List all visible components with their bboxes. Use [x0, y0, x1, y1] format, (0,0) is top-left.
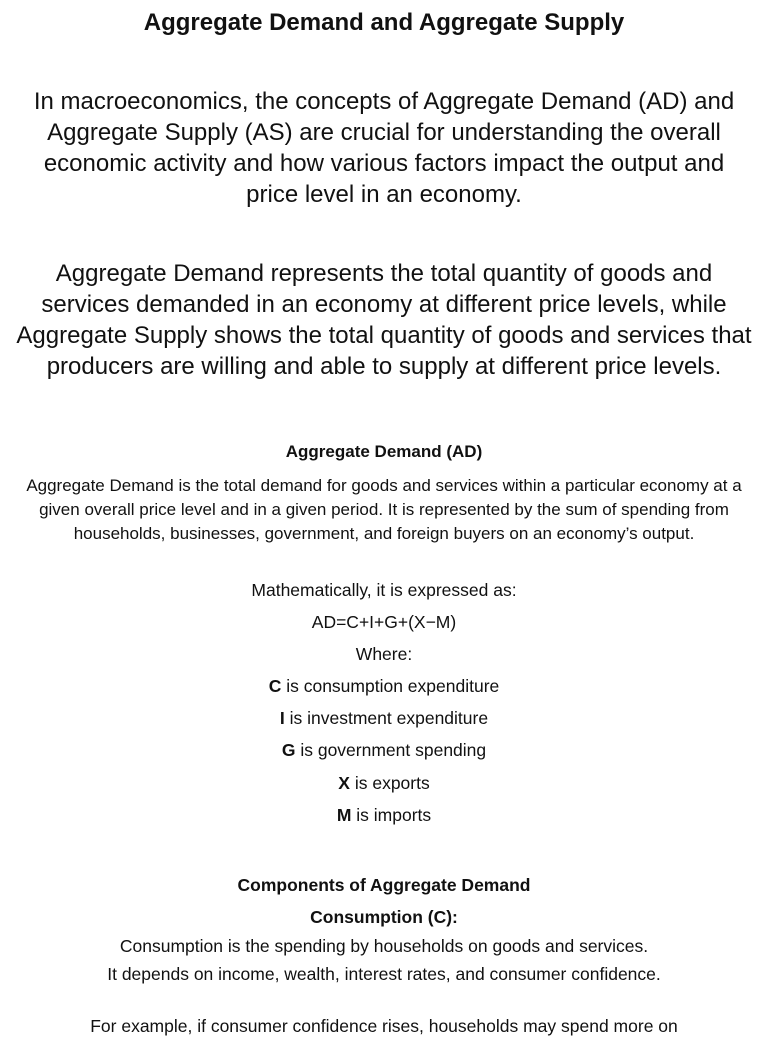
- definition-text: is imports: [351, 805, 432, 825]
- math-intro-text: Mathematically, it is expressed as:: [251, 580, 517, 600]
- components-heading: Components of Aggregate Demand: [237, 875, 531, 895]
- definition-text: is exports: [349, 773, 430, 793]
- consumption-line-2: It depends on income, wealth, interest rates, and consumer confidence.: [107, 964, 661, 984]
- ad-section-heading: Aggregate Demand (AD): [285, 442, 483, 461]
- ad-formula: AD=C+I+G+(X−M): [311, 612, 457, 632]
- definition-text: is consumption expenditure: [281, 676, 500, 696]
- definition-text: is investment expenditure: [284, 708, 489, 728]
- cut-off-line: For example, if consumer confidence rises, households may spend more on: [90, 1016, 678, 1036]
- definition-term: C: [268, 676, 282, 696]
- intro-paragraph-2: Aggregate Demand represents the total quantity of goods and services demanded in an economy at different price levels, while Aggregate Supply shows the total quantity of goods and services that producers are willing and able to supply at different price levels.: [16, 260, 752, 380]
- page-title: Aggregate Demand and Aggregate Supply: [143, 9, 625, 36]
- definition-text: is government spending: [295, 740, 487, 760]
- ad-definition-paragraph: Aggregate Demand is the total demand for goods and services within a particular economy at a given overall price level and in a given period. It is represented by the sum of spending from households, businesses, government, and foreign buyers on an economy’s output.: [26, 476, 742, 543]
- where-label: Where:: [355, 644, 413, 664]
- definition-m: [0, 803, 768, 827]
- consumption-line-1: Consumption is the spending by households on goods and services.: [119, 936, 649, 956]
- consumption-heading: Consumption (C):: [310, 907, 458, 927]
- definition-term: X: [338, 773, 350, 793]
- intro-paragraph-1: In macroeconomics, the concepts of Aggregate Demand (AD) and Aggregate Supply (AS) are crucial for understanding the overall economic activity and how various factors impact the output and price level in an economy.: [33, 88, 735, 208]
- definition-x: [0, 771, 768, 795]
- definition-g: [0, 738, 768, 762]
- definition-term: G: [281, 740, 296, 760]
- definition-term: M: [336, 805, 352, 825]
- definition-i: [0, 706, 768, 730]
- definition-c: [0, 674, 768, 698]
- definition-term: I: [279, 708, 285, 728]
